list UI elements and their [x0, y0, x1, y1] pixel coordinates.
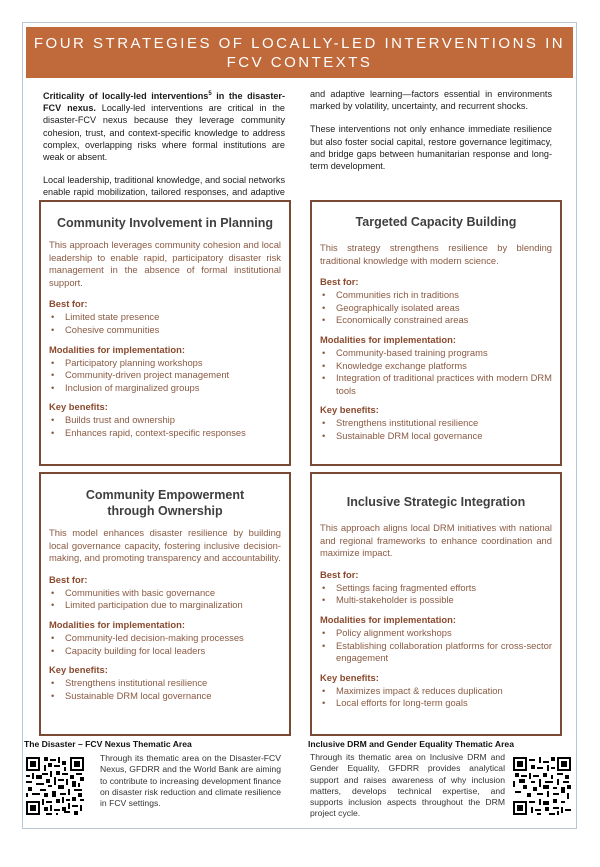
list-item: • Communities with basic governance — [49, 587, 281, 600]
list-item: • Strengthens institutional resilience — [320, 417, 552, 430]
qr-code-icon — [26, 757, 84, 815]
modalities-list — [320, 347, 552, 397]
benefits-list — [320, 685, 552, 710]
list-item: • Enhances rapid, context-specific responses — [49, 427, 281, 440]
intro-right-column — [310, 88, 552, 183]
best-for-heading: Best for: — [49, 573, 88, 585]
best-for-heading: Best for: — [320, 276, 359, 288]
best-for-list — [49, 311, 281, 336]
list-item: • Community-led decision-making processes — [49, 632, 281, 645]
benefits-heading: Key benefits: — [49, 401, 108, 413]
list-item: • Cohesive communities — [49, 324, 281, 337]
modalities-heading: Modalities for implementation: — [320, 333, 456, 345]
qr-code-icon[interactable] — [26, 757, 84, 815]
strategy-card-strategic-integration — [310, 472, 562, 736]
list-item: • Limited participation due to marginalization — [49, 599, 281, 612]
best-for-list — [49, 587, 281, 612]
card-title: Community Empowerment through Ownership — [85, 488, 245, 518]
page-title: FOUR STRATEGIES OF LOCALLY-LED INTERVENTIONS IN FCV CONTEXTS — [33, 35, 566, 71]
qr-code-icon[interactable] — [513, 757, 571, 815]
footer-right-text: Through its thematic area on Inclusive DRM and Gender Equality, GFDRR provides analytical support and raises awareness of why inclusion matters, develops technical expertise, and supports inclusion aspects throughout the DRM project cycle. — [310, 752, 505, 819]
list-item: • Capacity building for local leaders — [49, 645, 281, 658]
list-item: • Integration of traditional practices with modern DRM tools — [320, 372, 552, 397]
strategy-card-community-empowerment — [39, 472, 291, 736]
modalities-list — [49, 632, 281, 657]
card-description: This approach leverages community cohesion and local leadership to enable rapid, participatory disaster risk management in the absence of formal institutional support. — [49, 239, 281, 288]
benefits-list — [49, 414, 281, 439]
strategy-card-community-involvement — [39, 200, 291, 466]
intro-left-column — [43, 88, 285, 209]
card-title: Inclusive Strategic Integration — [346, 495, 526, 509]
best-for-heading: Best for: — [320, 568, 359, 580]
card-description: This strategy strengthens resilience by blending traditional knowledge with modern science. — [320, 242, 552, 266]
list-item: • Community-driven project management — [49, 369, 281, 382]
list-item: • Establishing collaboration platforms for cross-sector engagement — [320, 640, 552, 665]
benefits-heading: Key benefits: — [320, 671, 379, 683]
list-item: • Knowledge exchange platforms — [320, 360, 552, 373]
list-item: • Communities rich in traditions — [320, 289, 552, 302]
list-item: • Economically constrained areas — [320, 314, 552, 327]
card-title: Targeted Capacity Building — [355, 215, 517, 229]
modalities-heading: Modalities for implementation: — [320, 613, 456, 625]
intro-paragraph-2-continued: and adaptive learning—factors essential in environments marked by volatility, uncertainty, and recurrent shocks. — [310, 89, 552, 112]
list-item: • Sustainable DRM local governance — [49, 690, 281, 703]
list-item: • Strengthens institutional resilience — [49, 677, 281, 690]
list-item: • Sustainable DRM local governance — [320, 430, 552, 443]
list-item: • Settings facing fragmented efforts — [320, 582, 552, 595]
benefits-list — [49, 677, 281, 702]
card-title: Community Involvement in Planning — [57, 216, 273, 230]
intro-paragraph-1: Criticality of locally-led interventions$^5$ in the disaster-FCV nexus. Locally-led interventions are critical in the disaster-FCV nexus because they leverage community cohesion, trust, and context-specific knowledge to address complex, overlapping risks where formal institutions are weak or absent. — [43, 91, 285, 163]
best-for-heading: Best for: — [49, 298, 88, 310]
modalities-list — [49, 357, 281, 395]
list-item: • Geographically isolated areas — [320, 302, 552, 315]
list-item: • Inclusion of marginalized groups — [49, 382, 281, 395]
footer-left-text: Through its thematic area on the Disaster-FCV Nexus, GFDRR and the World Bank are aiming to contribute to increasing development finance on disaster risk reduction and climate resilience in FCV settings. — [100, 753, 281, 809]
intro-paragraph-3: These interventions not only enhance immediate resilience but also foster social capital, restore governance legitimacy, and bridge gaps between humanitarian response and long-term development. — [310, 124, 552, 172]
benefits-heading: Key benefits: — [49, 664, 108, 676]
card-description: This approach aligns local DRM initiatives with national and regional frameworks to enhance coordination and maximize impact. — [320, 522, 552, 559]
title-banner — [26, 27, 573, 78]
list-item: • Multi-stakeholder is possible — [320, 594, 552, 607]
qr-code-icon — [513, 757, 571, 815]
best-for-list — [320, 289, 552, 327]
list-item: • Community-based training programs — [320, 347, 552, 360]
list-item: • Participatory planning workshops — [49, 357, 281, 370]
modalities-heading: Modalities for implementation: — [49, 618, 185, 630]
benefits-list — [320, 417, 552, 442]
intro-lead: Criticality of locally-led interventions$^5$ in the disaster-FCV nexus. — [43, 91, 285, 114]
strategy-card-capacity-building — [310, 200, 562, 466]
card-description: This model enhances disaster resilience by building local governance capacity, fostering inclusive decision-making, and promoting transparency and accountability. — [49, 527, 281, 564]
modalities-heading: Modalities for implementation: — [49, 343, 185, 355]
footer-right-title: Inclusive DRM and Gender Equality Thematic Area — [308, 739, 514, 749]
list-item: • Builds trust and ownership — [49, 414, 281, 427]
list-item: • Limited state presence — [49, 311, 281, 324]
list-item: • Local efforts for long-term goals — [320, 697, 552, 710]
best-for-list — [320, 582, 552, 607]
list-item: • Policy alignment workshops — [320, 627, 552, 640]
footer-left-title: The Disaster – FCV Nexus Thematic Area — [24, 739, 192, 749]
intro-paragraph-2: Local leadership, traditional knowledge, and social networks enable rapid mobilization, tailored responses, and adaptive — [43, 175, 285, 198]
list-item: • Maximizes impact & reduces duplication — [320, 685, 552, 698]
benefits-heading: Key benefits: — [320, 404, 379, 416]
modalities-list — [320, 627, 552, 665]
